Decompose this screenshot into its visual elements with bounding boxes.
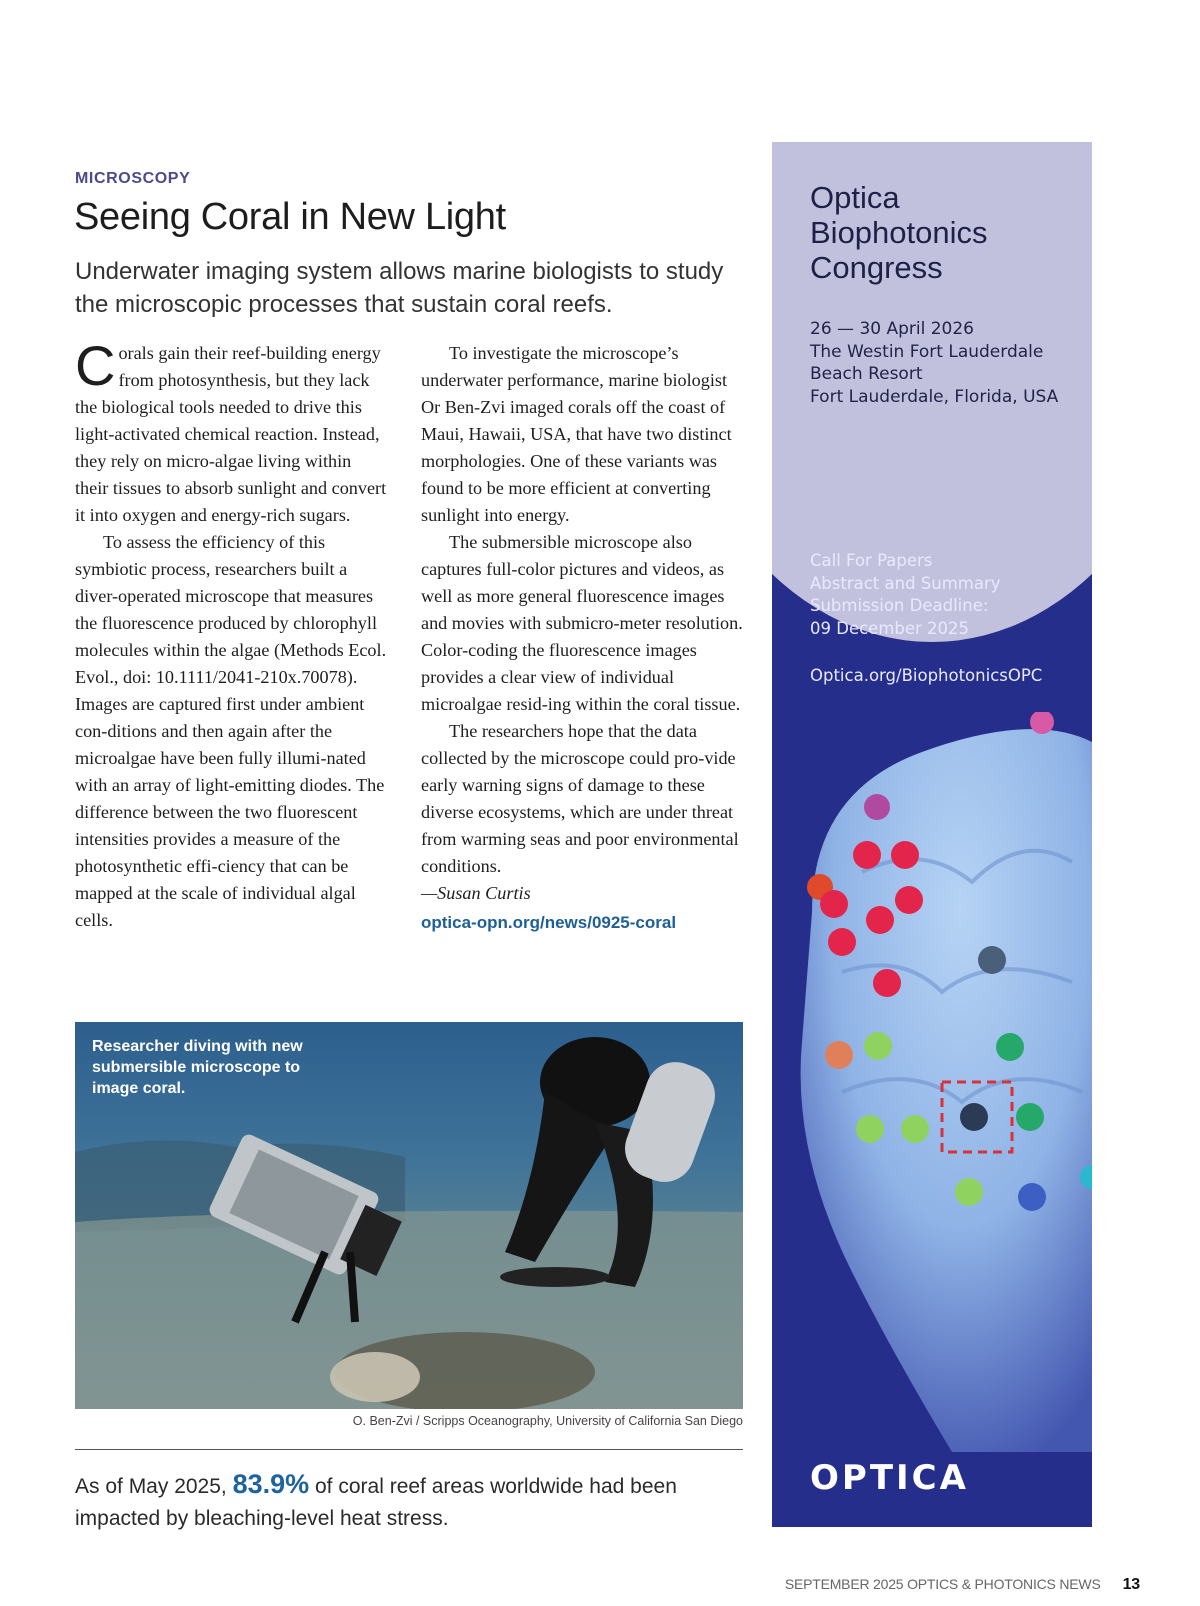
article-deck: Underwater imaging system allows marine biologists to study the microscopic processes that sustain coral reefs.	[75, 258, 724, 318]
stat-suffix: of coral reef areas worldwide had been impacted by bleaching-level heat stress.	[75, 1475, 677, 1530]
optica-logo: OPTICA	[810, 1458, 969, 1498]
ad-venue-line: Beach Resort	[810, 364, 923, 384]
ad-call-line: Call For Papers	[810, 551, 933, 570]
stat-callout	[75, 1468, 745, 1535]
diver-photo	[75, 1022, 743, 1409]
article-link[interactable]: optica-opn.org/news/0925-coral	[421, 913, 677, 932]
ad-title	[810, 180, 988, 285]
article-title: Seeing Coral in New Light	[74, 196, 506, 238]
stat-value: 83.9%	[232, 1469, 310, 1499]
optica-ad[interactable]	[772, 142, 1092, 1527]
paragraph-1-text: orals gain their reef-building energy from photosynthesis, but they lack the biological tools needed to drive this light-activated chemical reaction. Instead, they rely on micro-algae living within their tissues to absorb sunlight and convert it into oxygen and energy-rich sugars.	[75, 343, 387, 525]
ad-deadline: 09 December 2025	[810, 618, 970, 638]
paragraph-4: The submersible microscope also captures full-color pictures and videos, as well as more general fluorescence images and movies with submicro-meter resolution. Color-coding the fluorescence images provides a clear view of individual microalgae resid-ing within the coral tissue.	[421, 532, 743, 714]
footer-publication: SEPTEMBER 2025 OPTICS & PHOTONICS NEWS	[784, 1576, 1101, 1592]
photo-caption: Researcher diving with new submersible microscope to image coral.	[92, 1038, 303, 1097]
page-footer	[785, 1576, 1140, 1594]
ad-event-info	[810, 318, 1058, 408]
paragraph-3: To investigate the microscope’s underwater performance, marine biologist Or Ben-Zvi imaged corals off the coast of Maui, Hawaii, USA, that have two distinct morphologies. One of these variants was found to be more efficient at converting sunlight into energy.	[421, 343, 732, 525]
article-column-2	[421, 340, 746, 936]
ad-location: Fort Lauderdale, Florida, USA	[810, 386, 1059, 407]
coral-illustration	[772, 712, 1092, 1452]
paragraph-1	[75, 334, 387, 529]
ad-call-line: Abstract and Summary	[810, 573, 1001, 593]
ad-date: 26 — 30 April 2026	[810, 319, 974, 339]
byline: —Susan Curtis	[421, 883, 531, 903]
article-column-1	[75, 334, 387, 934]
ad-title-line: Biophotonics	[810, 215, 988, 250]
paragraph-2: To assess the efficiency of this symbiotic process, researchers built a diver-operated microscope that measures the fluorescence produced by chlorophyll molecules within the algae (Methods Ecol. Evol., doi: 10.1111/2041-210x.70078). Images are captured first under ambient con-ditions and then again after the microalgae have been fully illumi-nated with an array of light-emitting diodes. The difference between the two fluorescent intensities provides a measure of the photosynthetic effi-ciency that can be mapped at the scale of individual algal cells.	[75, 532, 387, 930]
ad-call-for-papers	[810, 550, 1001, 640]
ad-venue-line: The Westin Fort Lauderdale	[810, 341, 1044, 362]
stat-prefix: As of May 2025,	[75, 1475, 227, 1498]
page-number: 13	[1122, 1576, 1140, 1593]
ad-call-line: Submission Deadline:	[810, 596, 989, 615]
ad-title-line: Congress	[810, 250, 943, 285]
section-kicker: MICROSCOPY	[75, 170, 191, 187]
ad-url-link[interactable]: Optica.org/BiophotonicsOPC	[810, 666, 1043, 685]
ad-title-line: Optica	[810, 180, 900, 215]
photo-credit: O. Ben-Zvi / Scripps Oceanography, University of California San Diego	[352, 1414, 743, 1428]
paragraph-5: The researchers hope that the data collected by the microscope could pro-vide early warning signs of damage to these diverse ecosystems, which are under threat from warming seas and poor environmental conditions.	[421, 721, 739, 876]
drop-cap: C	[75, 334, 116, 397]
divider-rule	[75, 1449, 743, 1450]
